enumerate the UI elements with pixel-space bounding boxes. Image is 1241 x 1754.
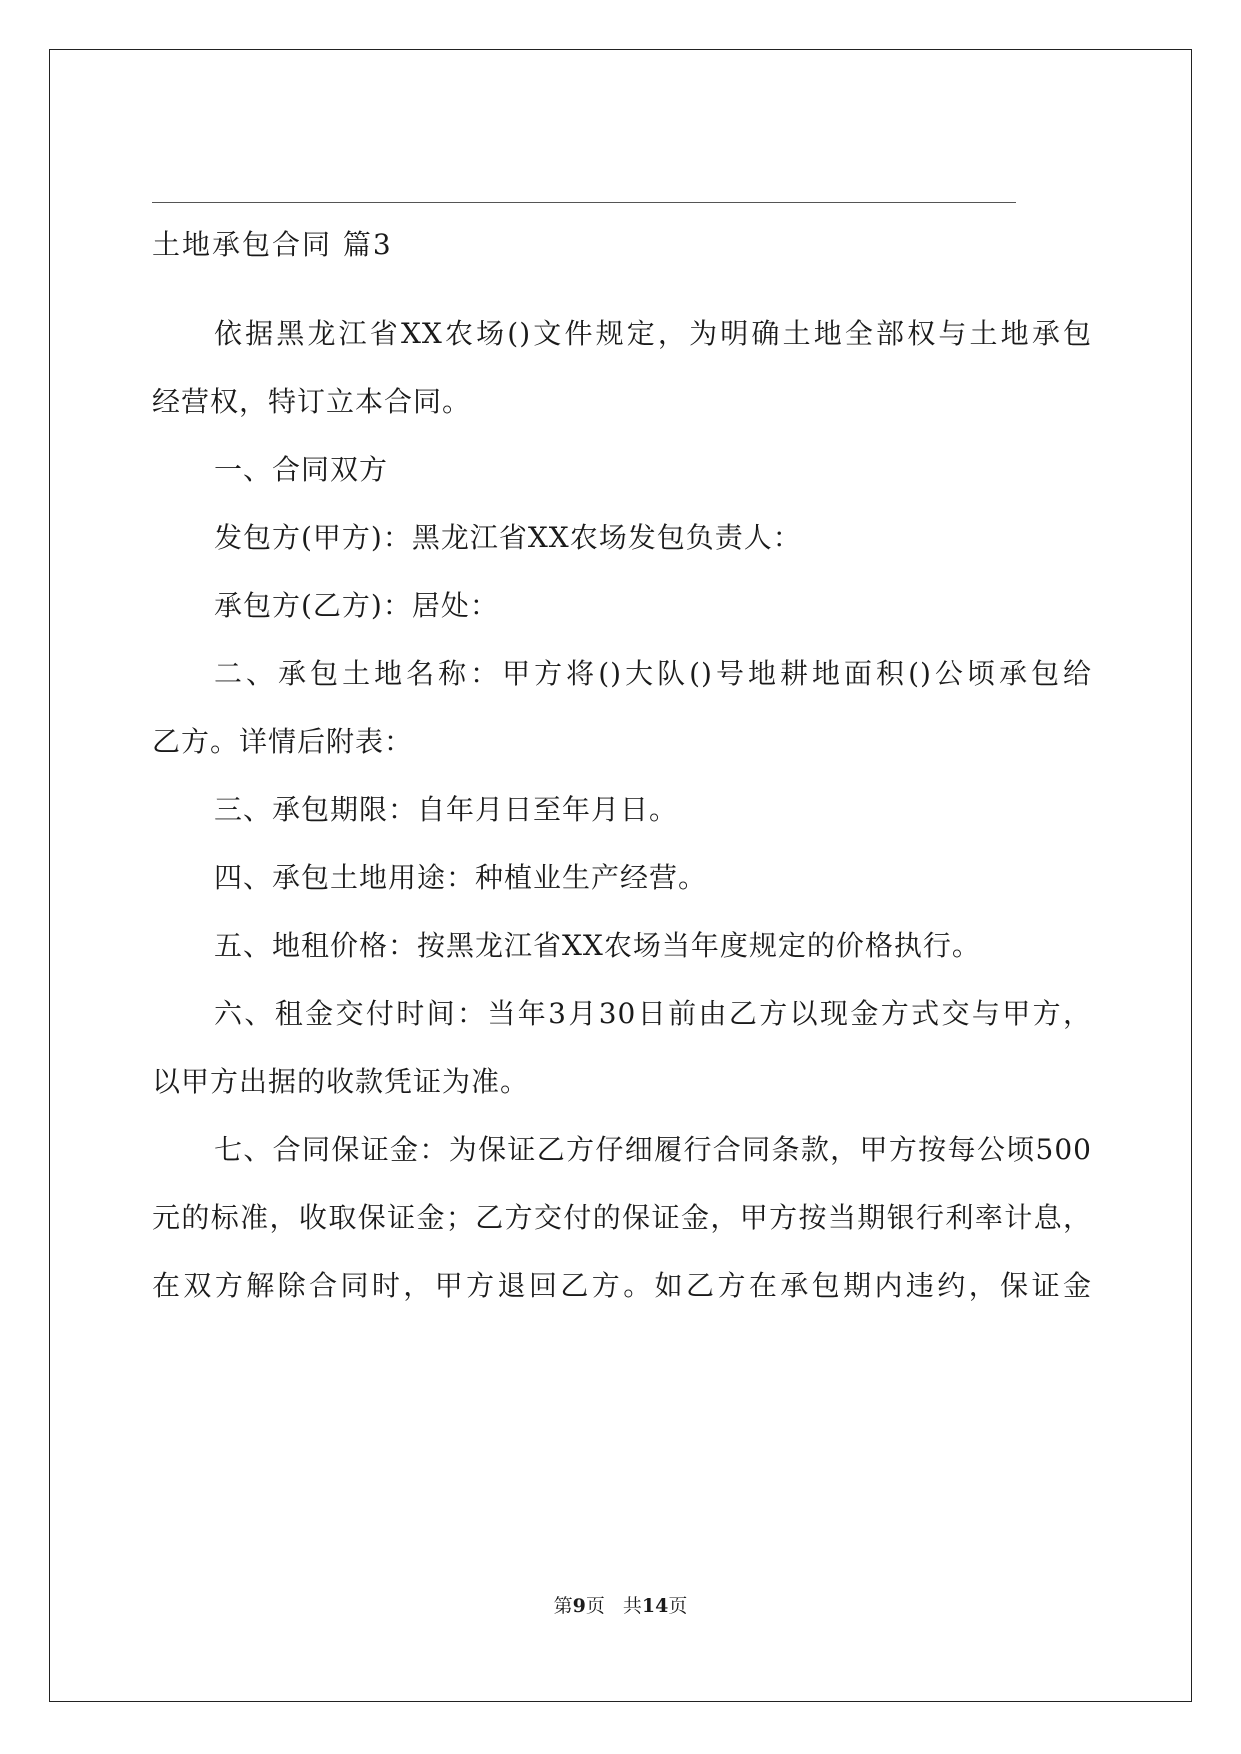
total-suffix: 页 — [668, 1595, 688, 1617]
page-mid: 页 — [585, 1595, 605, 1617]
paragraph-line: 乙方。详情后附表： — [152, 725, 414, 758]
current-page-number: 9 — [572, 1595, 586, 1617]
paragraph-line: 七、合同保证金：为保证乙方仔细履行合同条款，甲方按每公顷500 — [214, 1133, 1092, 1166]
paragraph-line: 四、承包土地用途：种植业生产经营。 — [214, 861, 708, 894]
paragraph-line: 以甲方出据的收款凭证为准。 — [152, 1065, 530, 1098]
paragraph-line: 在双方解除合同时，甲方退回乙方。如乙方在承包期内违约，保证金 — [152, 1269, 1092, 1302]
paragraph-line: 二、承包土地名称：甲方将()大队()号地耕地面积()公顷承包给 — [214, 657, 1092, 690]
document-title: 土地承包合同 篇3 — [152, 228, 393, 261]
section-heading: 一、合同双方 — [214, 453, 389, 486]
paragraph-line: 发包方(甲方)：黑龙江省XX农场发包负责人： — [214, 521, 802, 554]
total-page-number: 14 — [641, 1595, 669, 1617]
header-divider — [152, 202, 1016, 203]
paragraph-line: 六、租金交付时间：当年3月30日前由乙方以现金方式交与甲方， — [214, 997, 1092, 1030]
document-body — [152, 300, 1092, 1320]
paragraph-line: 元的标准，收取保证金；乙方交付的保证金，甲方按当期银行利率计息， — [152, 1201, 1092, 1234]
page-prefix: 第 — [553, 1595, 573, 1617]
paragraph-line: 三、承包期限：自年月日至年月日。 — [214, 793, 679, 826]
paragraph-line: 依据黑龙江省XX农场()文件规定，为明确土地全部权与土地承包 — [214, 317, 1092, 350]
paragraph-line: 承包方(乙方)：居处： — [214, 589, 499, 622]
paragraph-line: 五、地租价格：按黑龙江省XX农场当年度规定的价格执行。 — [214, 929, 981, 962]
paragraph-line: 经营权，特订立本合同。 — [152, 385, 472, 418]
total-prefix: 共 — [622, 1595, 642, 1617]
page-number-footer — [0, 1593, 1241, 1619]
